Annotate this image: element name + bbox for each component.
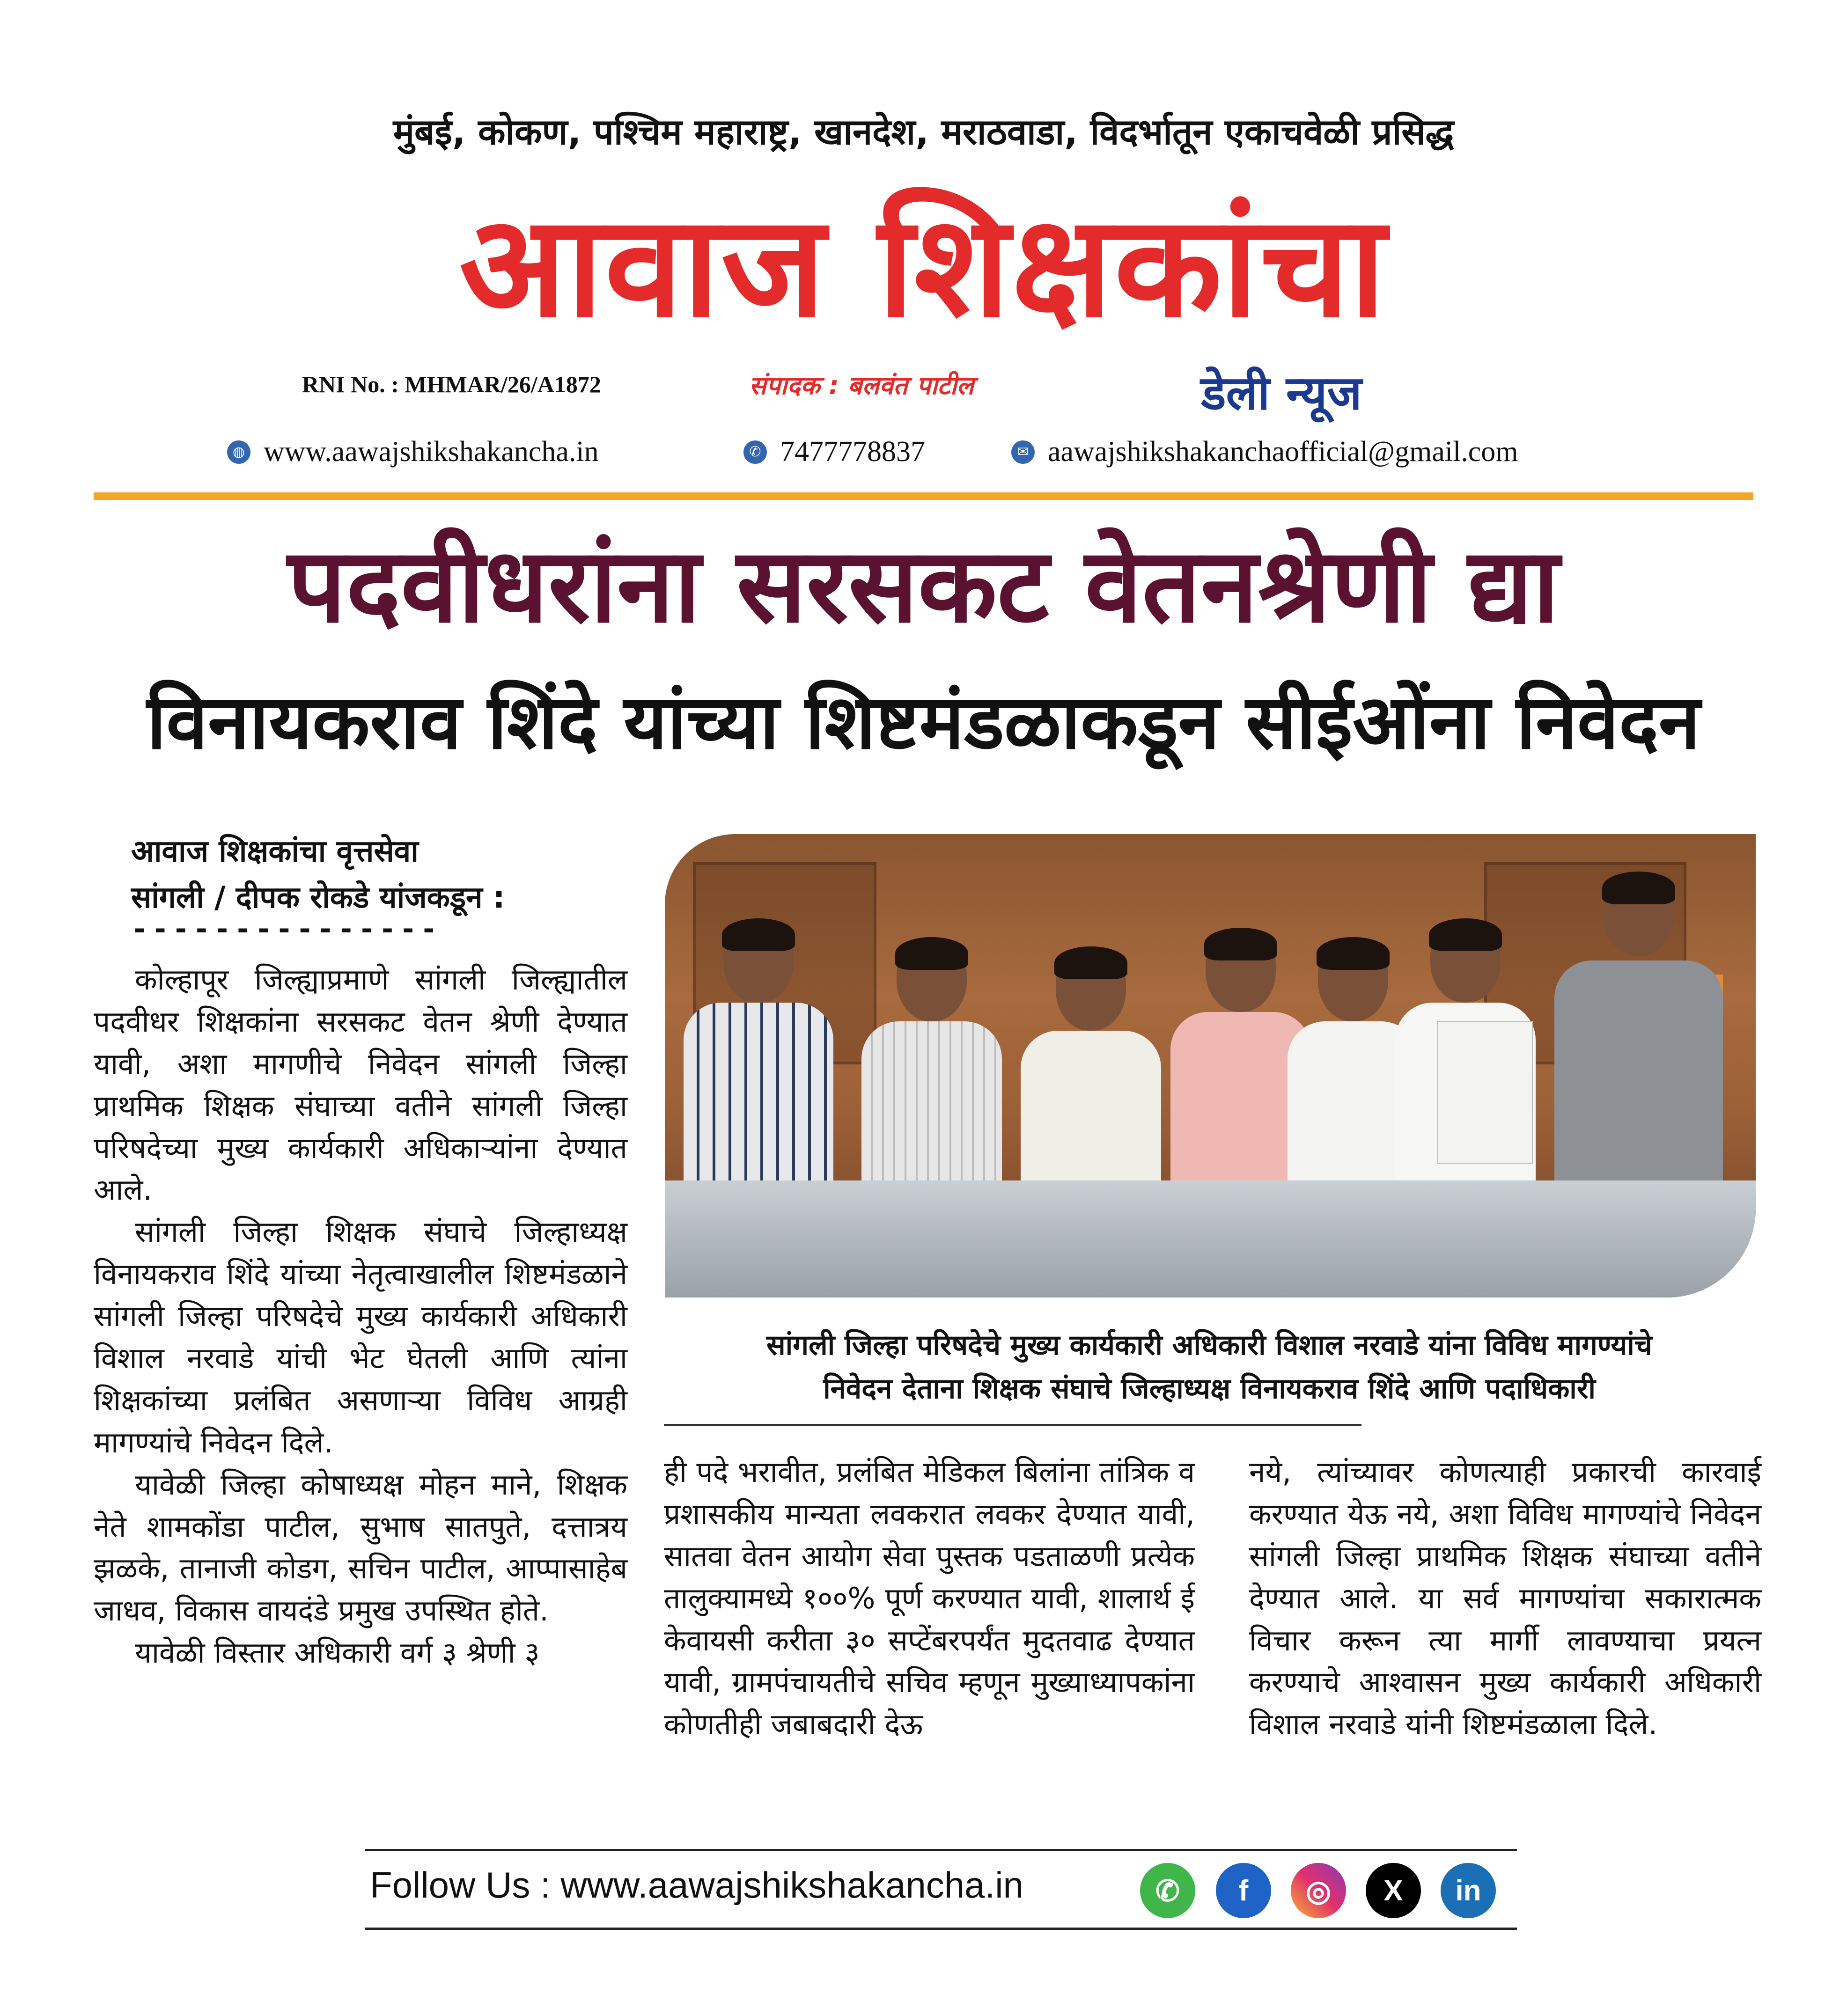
news-photo xyxy=(665,834,1756,1298)
caption-line-2: निवेदन देताना शिक्षक संघाचे जिल्हाध्यक्ष विनायकराव शिंदे आणि पदाधिकारी xyxy=(823,1372,1596,1405)
byline-rule: --------------- xyxy=(131,913,441,946)
paragraph: यावेळी जिल्हा कोषाध्यक्ष मोहन माने, शिक्षक नेते शामकोंडा पाटील, सुभाष सातपुते, दत्तात्रय झळके, तानाजी कोडग, सचिन पाटील, आप्पासाहेब जाधव, विकास वायदंडे प्रमुख उपस्थित होते. xyxy=(94,1467,627,1628)
byline-reporter: सांगली / दीपक रोकडे यांजकडून : xyxy=(131,880,505,916)
header-divider xyxy=(94,492,1753,500)
email-text: aawajshikshakanchaofficial@gmail.com xyxy=(1048,436,1518,468)
footer-divider-bottom xyxy=(365,1928,1517,1930)
desk xyxy=(665,1180,1756,1298)
editor-name: संपादक : बलवंत पाटील xyxy=(749,371,974,400)
contact-email[interactable] xyxy=(1011,435,1518,469)
daily-news-label: डेली न्यूज xyxy=(1201,366,1362,420)
phone-text: 7477778837 xyxy=(780,436,925,468)
paragraph: नये, त्यांच्यावर कोणत्याही प्रकारची कारवाई करण्यात येऊ नये, अशा विविध मागण्यांचे निवेदन सांगली जिल्हा प्राथमिक शिक्षक संघाच्या वतीने देण्यात आले. या सर्व मागण्यांचा सकारात्मक विचार करून त्या मार्गी लावण्याचा प्रयत्न करण्याचे आश्वासन मुख्य कार्यकारी अधिकारी विशाल नरवाडे यांनी शिष्टमंडळाला दिले. xyxy=(1249,1455,1761,1742)
article-column-1 xyxy=(94,959,627,1674)
rni-number: RNI No. : MHMAR/26/A1872 xyxy=(302,371,601,397)
caption-divider xyxy=(664,1424,1361,1426)
byline-service: आवाज शिक्षकांचा वृत्तसेवा xyxy=(131,834,419,869)
article-column-2 xyxy=(664,1451,1195,1745)
headline: पदवीधरांना सरसकट वेतनश्रेणी द्या xyxy=(287,526,1560,645)
paragraph: कोल्हापूर जिल्ह्याप्रमाणे सांगली जिल्ह्यातील पदवीधर शिक्षकांना सरसकट वेतन श्रेणी देण्यात यावी, अशा मागणीचे निवेदन सांगली जिल्हा प्राथमिक शिक्षक संघाच्या वतीने सांगली जिल्हा परिषदेच्या मुख्य कार्यकारी अधिकाऱ्यांना देण्यात आले. xyxy=(94,962,627,1207)
mail-icon: ✉ xyxy=(1011,440,1035,464)
memorandum-paper xyxy=(1437,1021,1533,1164)
phone-icon: ✆ xyxy=(743,440,767,464)
byline xyxy=(131,828,505,921)
regions-tagline: मुंबई, कोकण, पश्चिम महाराष्ट्र, खानदेश, मराठवाडा, विदर्भातून एकाचवेळी प्रसिद्ध xyxy=(393,111,1454,153)
website-text: www.aawajshikshakancha.in xyxy=(264,436,599,468)
person xyxy=(1021,946,1161,1190)
person xyxy=(1554,872,1723,1190)
facebook-icon[interactable]: f xyxy=(1216,1863,1271,1918)
subheadline: विनायकराव शिंदे यांच्या शिष्टमंडळाकडून सीईओंना निवेदन xyxy=(147,678,1700,766)
paragraph: यावेळी विस्तार अधिकारी वर्ग ३ श्रेणी ३ xyxy=(135,1635,540,1670)
follow-us-link[interactable]: Follow Us : www.aawajshikshakancha.in xyxy=(370,1864,1023,1906)
contact-phone[interactable] xyxy=(743,435,925,469)
globe-icon: ◍ xyxy=(227,440,250,464)
paragraph: ही पदे भरावीत, प्रलंबित मेडिकल बिलांना तांत्रिक व प्रशासकीय मान्यता लवकरात लवकर देण्यात यावी, सातवा वेतन आयोग सेवा पुस्तक पडताळणी प्रत्येक तालुक्यामध्ये १००% पूर्ण करण्यात यावी, शालार्थ ई केवायसी करीता ३० सप्टेंबरपर्यंत मुदतवाढ देण्यात यावी, ग्रामपंचायतीचे सचिव म्हणून मुख्याध्यापकांना कोणतीही जबाबदारी देऊ xyxy=(664,1455,1195,1742)
photo-caption xyxy=(664,1324,1755,1411)
paragraph: सांगली जिल्हा शिक्षक संघाचे जिल्हाध्यक्ष विनायकराव शिंदे यांच्या नेतृत्वाखालील शिष्टमंडळाने सांगली जिल्हा परिषदेचे मुख्य कार्यकारी अधिकारी विशाल नरवाडे यांची भेट घेतली आणि त्यांना शिक्षकांच्या प्रलंबित असणाऱ्या विविध आग्रही मागण्यांचे निवेदन दिले. xyxy=(94,1215,627,1459)
masthead-title: आवाज शिक्षकांचा xyxy=(459,185,1388,348)
person xyxy=(861,937,1002,1190)
instagram-icon[interactable]: ◎ xyxy=(1291,1863,1346,1918)
footer-divider-top xyxy=(365,1849,1517,1851)
caption-line-1: सांगली जिल्हा परिषदेचे मुख्य कार्यकारी अधिकारी विशाल नरवाडे यांना विविध मागण्यांचे xyxy=(766,1329,1652,1362)
article-column-3 xyxy=(1249,1451,1761,1745)
x-icon[interactable]: X xyxy=(1366,1863,1421,1918)
whatsapp-icon[interactable]: ✆ xyxy=(1140,1863,1195,1918)
contact-website[interactable] xyxy=(227,435,599,469)
linkedin-icon[interactable]: in xyxy=(1441,1863,1496,1918)
person xyxy=(684,918,833,1190)
